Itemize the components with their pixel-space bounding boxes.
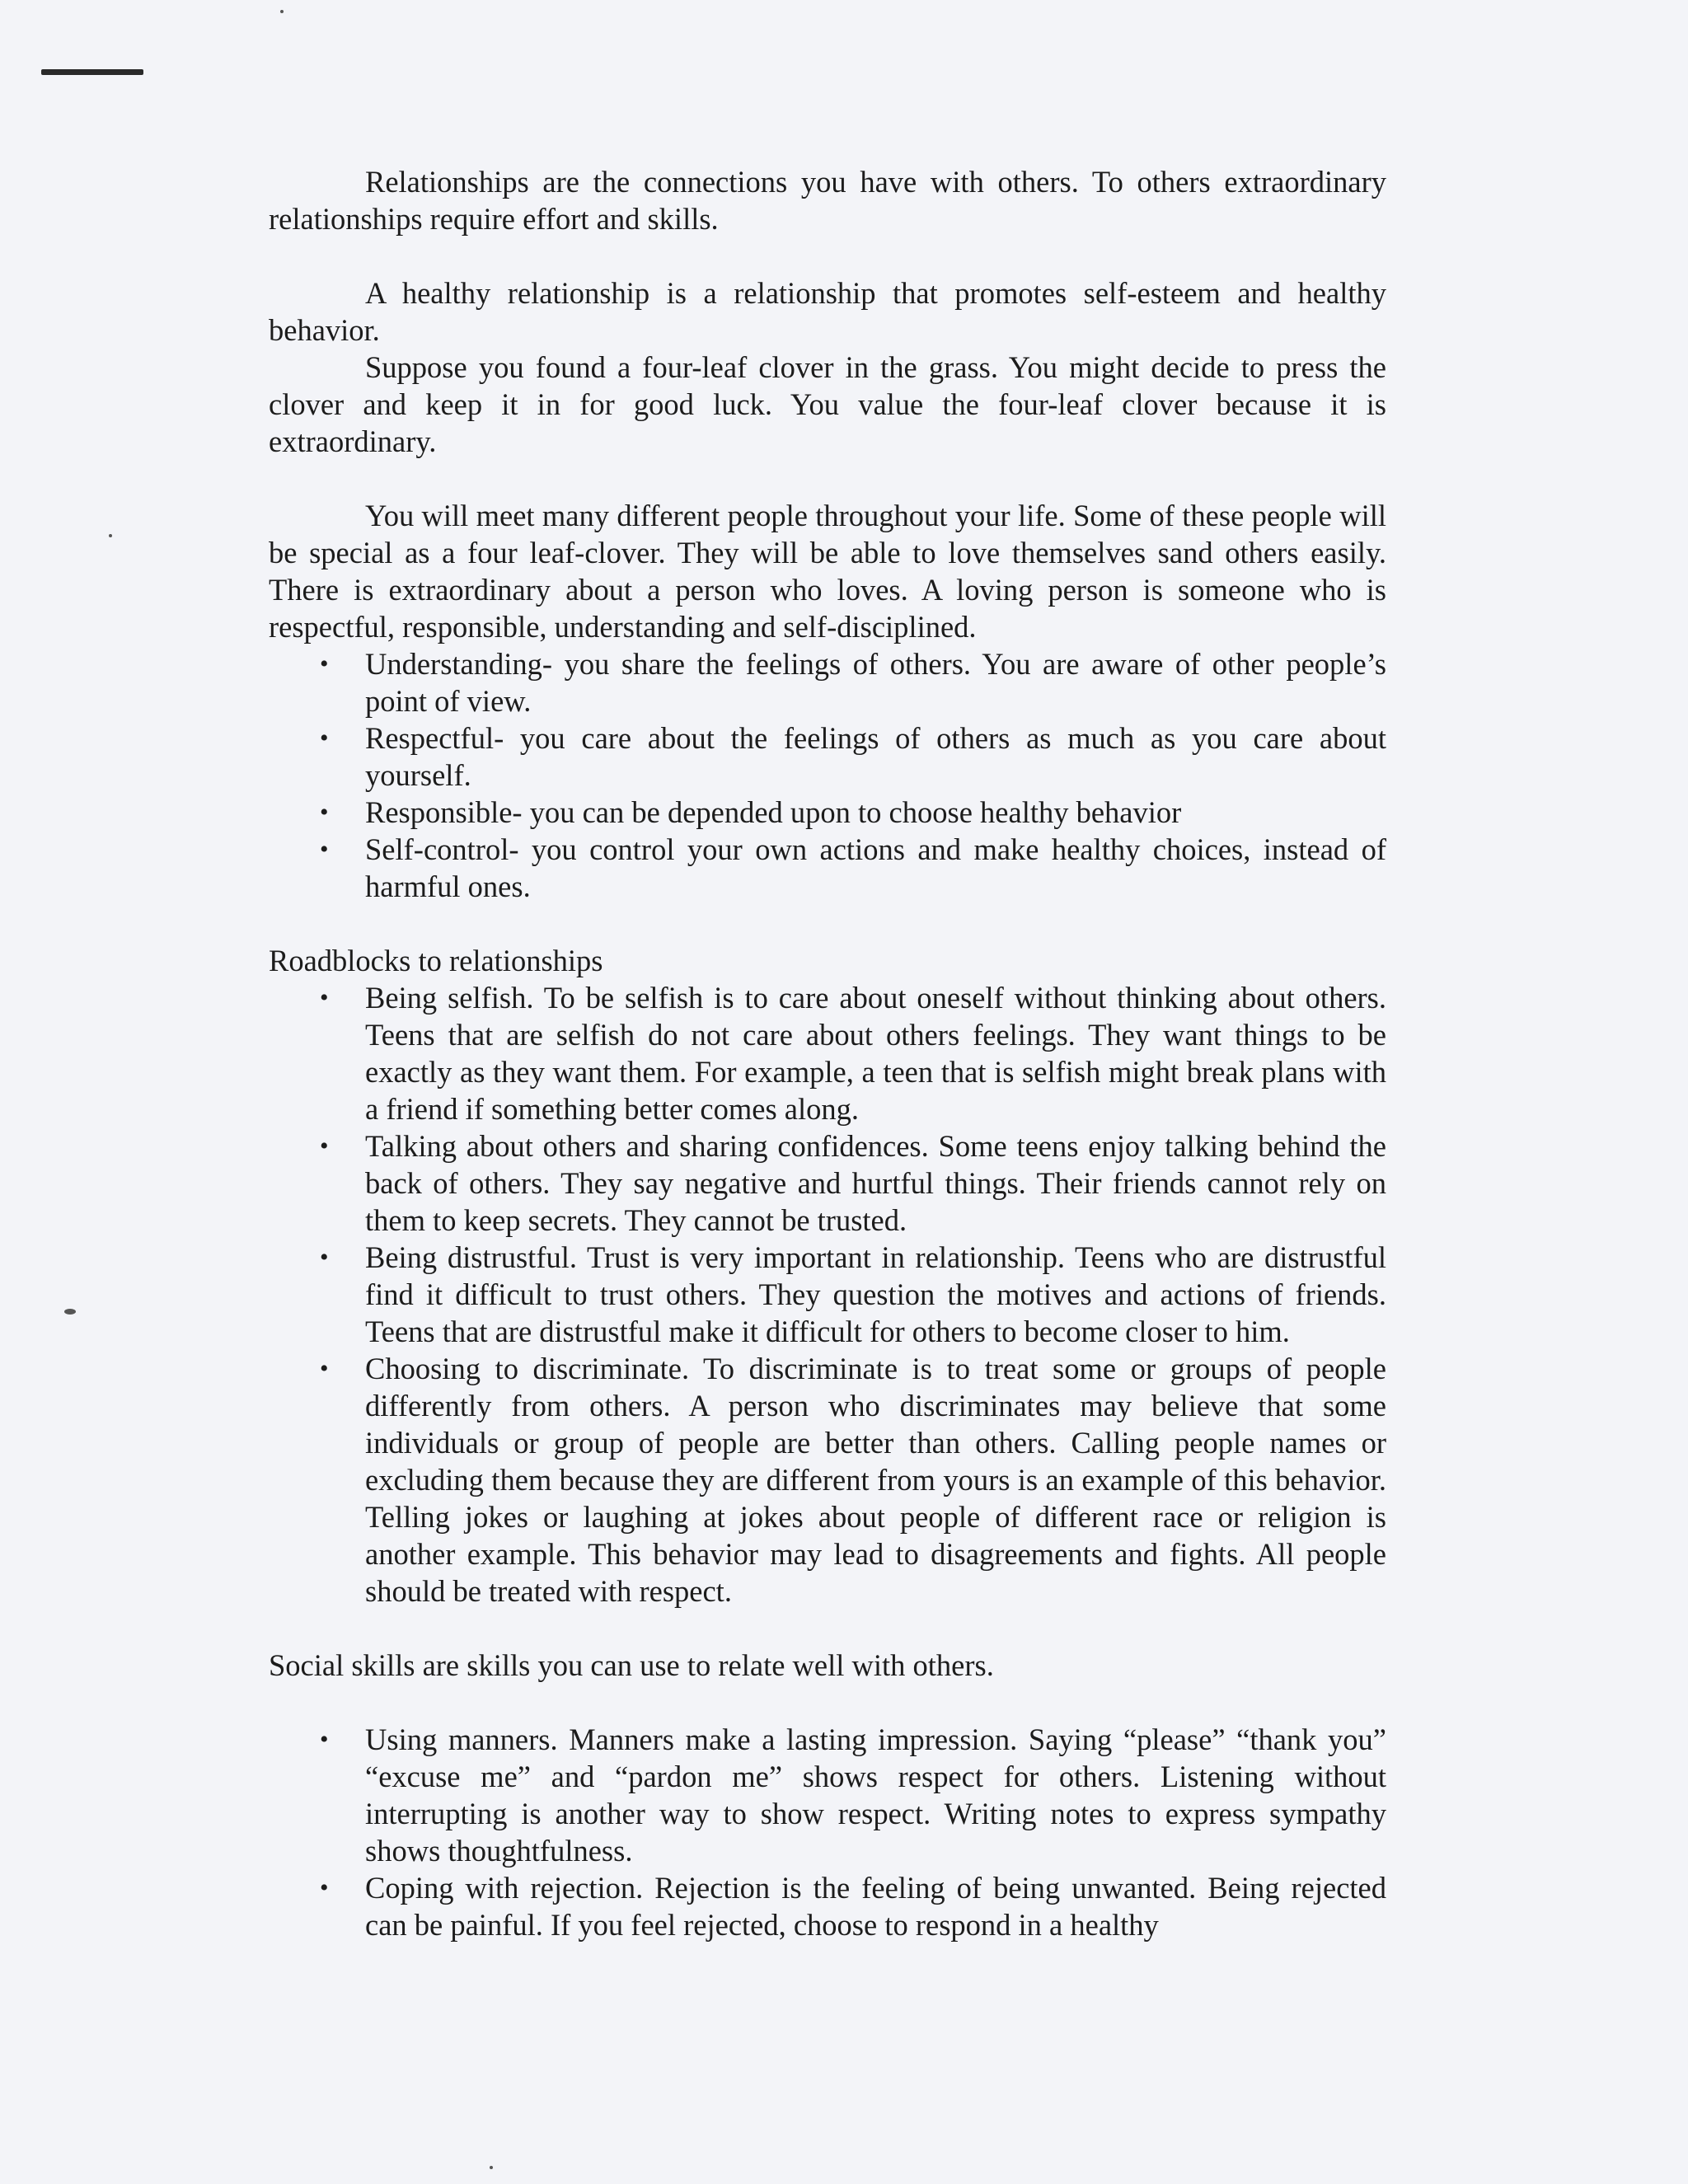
scan-artifact-mark	[41, 69, 143, 75]
list-item	[269, 1350, 1386, 1610]
document-page	[269, 163, 1386, 1943]
list-item-text: Understanding- you share the feelings of others. You are aware of other people’s point of view.	[365, 647, 1386, 718]
list-item	[269, 1127, 1386, 1239]
roadblocks-heading: Roadblocks to relationships	[269, 944, 603, 977]
qualities-list	[269, 645, 1386, 905]
scan-speck	[109, 534, 112, 537]
paragraph-healthy-relationship: A healthy relationship is a relationship that promotes self-esteem and healthy behavior.	[269, 276, 1386, 347]
scan-speck	[280, 10, 284, 13]
bullet-glyph: •	[320, 1726, 329, 1753]
paragraph-relationships-definition: Relationships are the connections you have with others. To others extraordinary relationships require effort and skills.	[269, 165, 1386, 236]
list-item	[269, 1239, 1386, 1350]
list-item	[269, 979, 1386, 1127]
list-item	[269, 831, 1386, 905]
bullet-glyph: •	[320, 799, 329, 826]
social-skills-list	[269, 1721, 1386, 1943]
bullet-glyph: •	[320, 1132, 329, 1160]
bullet-glyph: •	[320, 724, 329, 752]
list-item	[269, 1869, 1386, 1943]
list-item-text: Coping with rejection. Rejection is the feeling of being unwanted. Being rejected can be painful. If you feel rejected, choose to respond in a healthy	[365, 1871, 1386, 1942]
list-item-text: Self-control- you control your own actions and make healthy choices, instead of harmful ones.	[365, 832, 1386, 903]
list-item-text: Choosing to discriminate. To discriminate is to treat some or groups of people differently from others. A person who discriminates may believe that some individuals or group of people are better than others. Calling people names or excluding them because they are different from yours is an example of this behavior. Telling jokes or laughing at jokes about people of different race or religion is another example. This behavior may lead to disagreements and fights. All people should be treated with respect.	[365, 1352, 1386, 1608]
list-item-text: Being selfish. To be selfish is to care about oneself without thinking about others. Teens that are selfish do not care about others feelings. They want things to be exactly as they want them. For example, a teen that is selfish might break plans with a friend if something better comes along.	[365, 981, 1386, 1126]
social-skills-intro: Social skills are skills you can use to relate well with others.	[269, 1648, 994, 1682]
bullet-glyph: •	[320, 1355, 329, 1382]
bullet-glyph: •	[320, 650, 329, 677]
scan-speck	[64, 1309, 76, 1315]
list-item	[269, 1721, 1386, 1869]
list-item	[269, 719, 1386, 794]
paragraph-loving-person: You will meet many different people throughout your life. Some of these people will be special as a four leaf-clover. They will be able to love themselves sand others easily. There is extraordinary about a person who loves. A loving person is someone who is respectful, responsible, understanding and self-disciplined.	[269, 499, 1386, 644]
bullet-glyph: •	[320, 1244, 329, 1271]
list-item-text: Responsible- you can be depended upon to choose healthy behavior	[365, 795, 1182, 829]
list-item	[269, 645, 1386, 719]
bullet-glyph: •	[320, 836, 329, 863]
list-item-text: Being distrustful. Trust is very important in relationship. Teens who are distrustful find it difficult to trust others. They question the motives and actions of friends. Teens that are distrustful make it difficult for others to become closer to him.	[365, 1240, 1386, 1348]
list-item-text: Talking about others and sharing confidences. Some teens enjoy talking behind the back of others. They say negative and hurtful things. Their friends cannot rely on them to keep secrets. They cannot be trusted.	[365, 1129, 1386, 1237]
roadblocks-list	[269, 979, 1386, 1610]
list-item	[269, 794, 1386, 831]
paragraph-four-leaf-clover: Suppose you found a four-leaf clover in the grass. You might decide to press the clover and keep it in for good luck. You value the four-leaf clover because it is extraordinary.	[269, 350, 1386, 458]
list-item-text: Using manners. Manners make a lasting impression. Saying “please” “thank you” “excuse me” and “pardon me” shows respect for others. Listening without interrupting is another way to show respect. Writing notes to express sympathy shows thoughtfulness.	[365, 1722, 1386, 1868]
bullet-glyph: •	[320, 984, 329, 1011]
bullet-glyph: •	[320, 1874, 329, 1901]
scan-speck	[490, 2166, 493, 2169]
list-item-text: Respectful- you care about the feelings of others as much as you care about yourself.	[365, 721, 1386, 792]
